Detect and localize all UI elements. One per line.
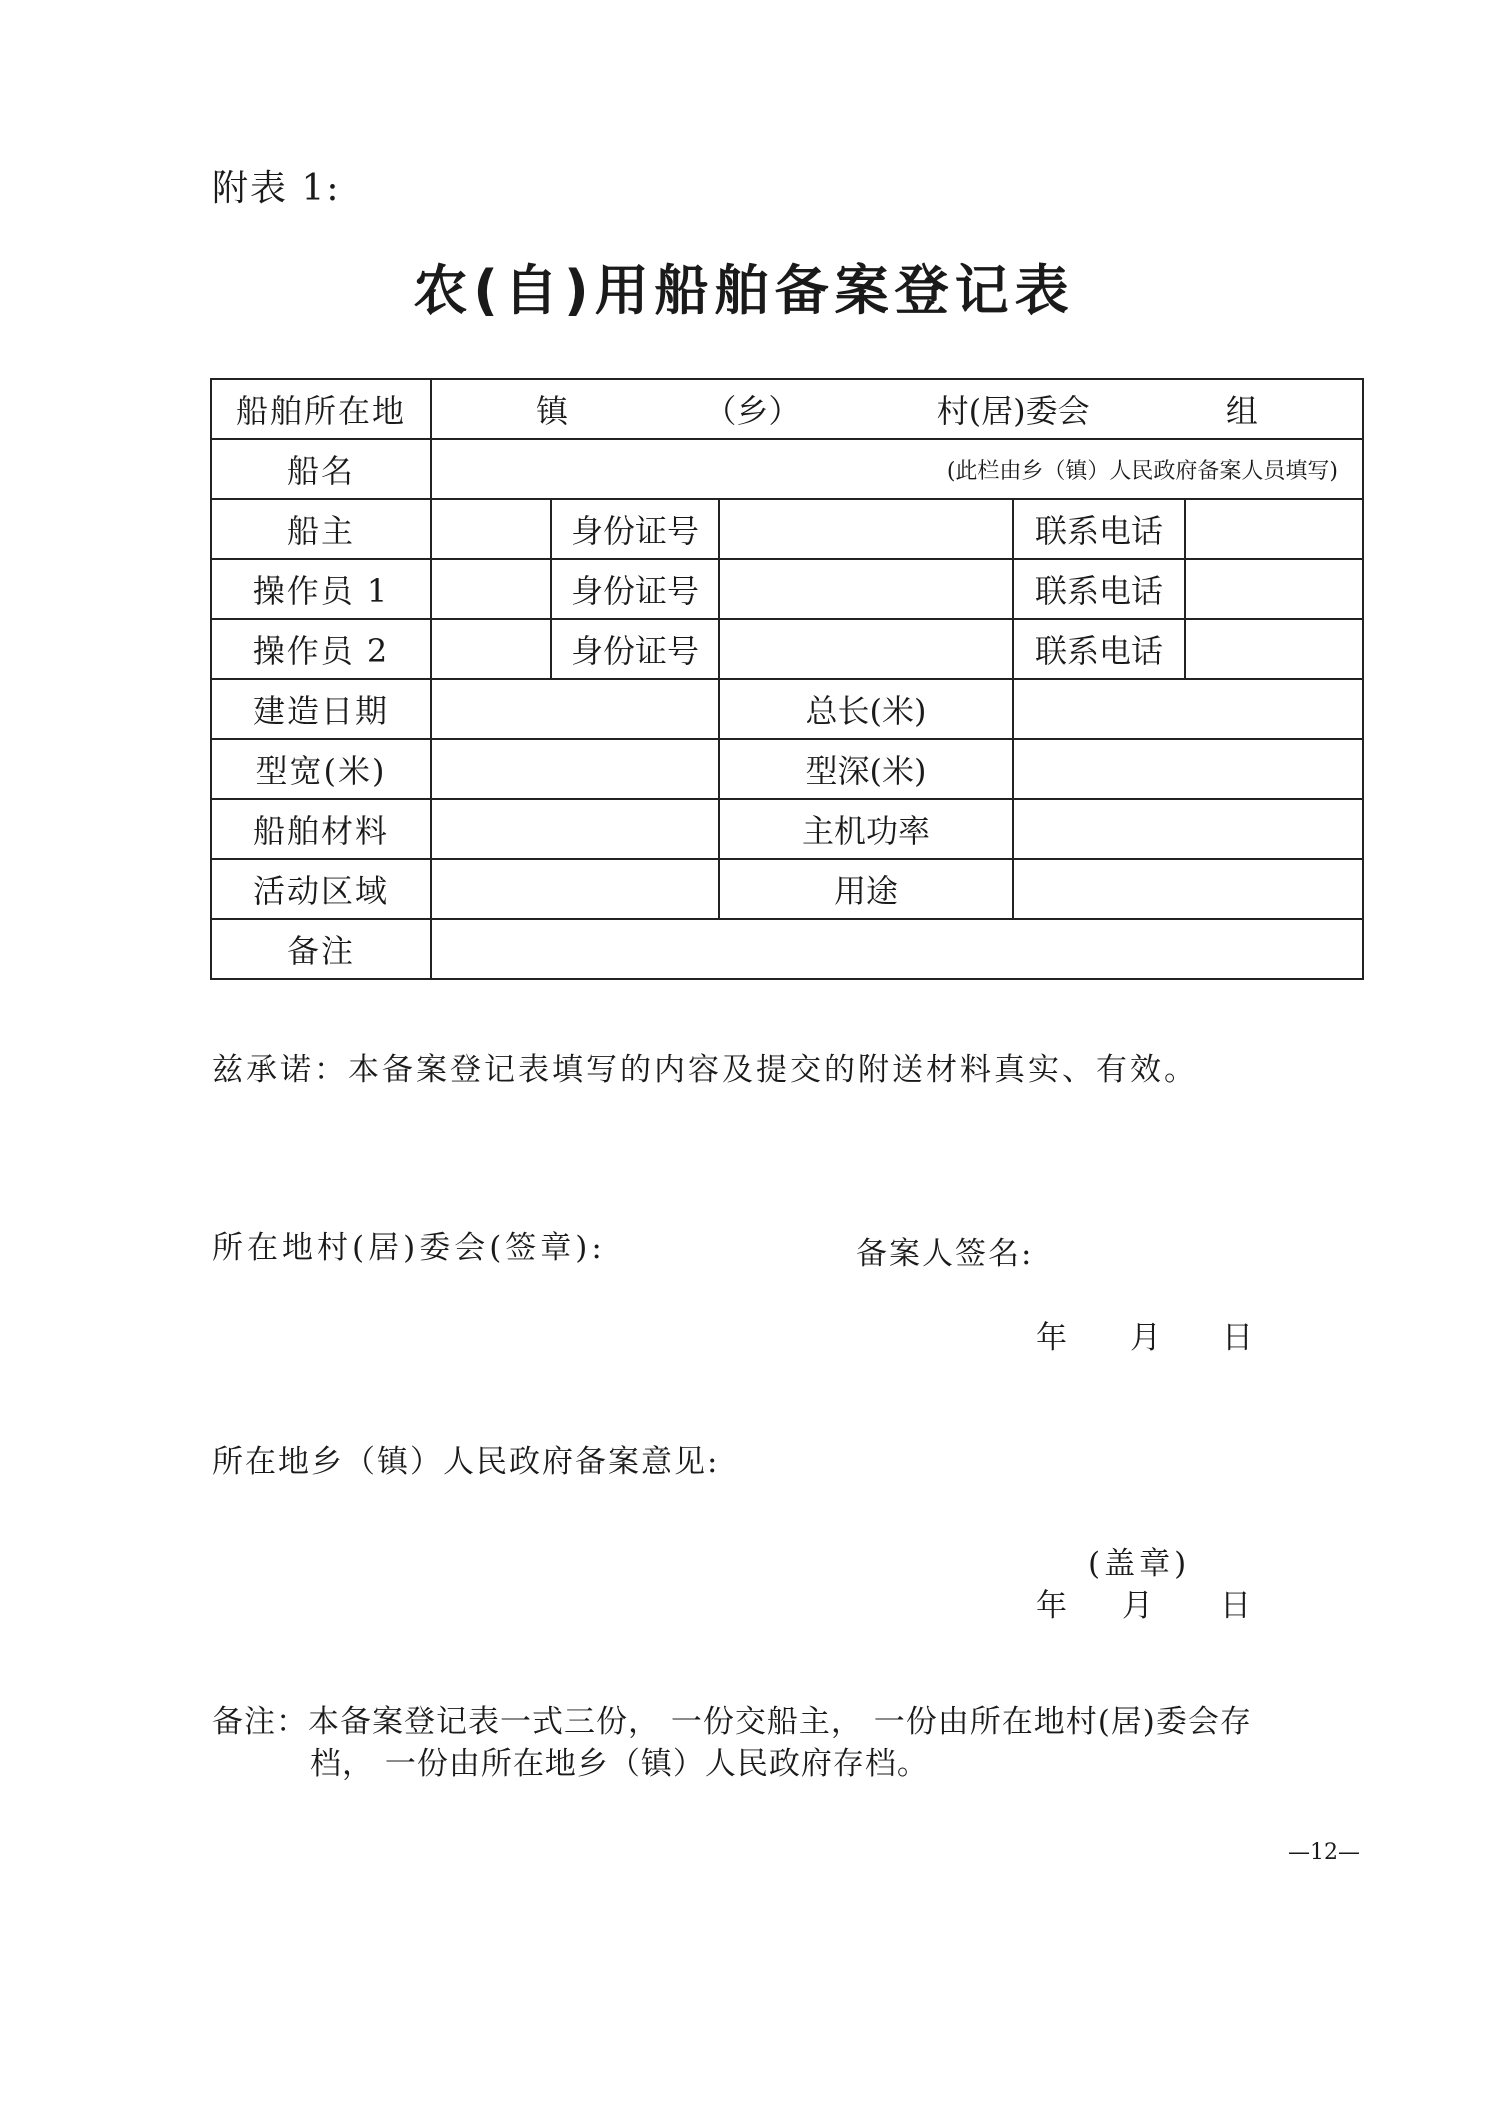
remark-line-1: 备注：本备案登记表一式三份， 一份交船主， 一份由所在地村(居)委会存	[212, 1704, 1252, 1740]
registration-table	[210, 378, 1364, 980]
usage-label: 用途	[719, 859, 1013, 919]
usage-field[interactable]	[1013, 859, 1363, 919]
remarks-label: 备注	[211, 919, 431, 979]
owner-label: 船主	[211, 499, 431, 559]
township-opinion-label: 所在地乡（镇）人民政府备案意见:	[212, 1444, 720, 1480]
form-title: 农(自)用船舶备案登记表	[413, 259, 1075, 322]
remarks-field[interactable]	[431, 919, 1363, 979]
appendix-label: 附表 1:	[212, 168, 341, 209]
location-township: （乡）	[704, 392, 801, 430]
operator1-id-field[interactable]	[719, 559, 1013, 619]
width-field[interactable]	[431, 739, 719, 799]
material-label: 船舶材料	[211, 799, 431, 859]
township-date-month: 月	[1122, 1588, 1153, 1624]
owner-id-label: 身份证号	[551, 499, 719, 559]
operator2-id-label: 身份证号	[551, 619, 719, 679]
owner-name-field[interactable]	[431, 499, 551, 559]
filer-signature-label: 备案人签名:	[856, 1236, 1034, 1272]
length-label: 总长(米)	[719, 679, 1013, 739]
operator1-phone-label: 联系电话	[1013, 559, 1185, 619]
filer-date-day: 日	[1222, 1320, 1253, 1356]
location-label: 船舶所在地	[211, 379, 431, 439]
operator1-label: 操作员 1	[211, 559, 431, 619]
remark-line-2: 档， 一份由所在地乡（镇）人民政府存档。	[310, 1746, 929, 1782]
owner-phone-field[interactable]	[1185, 499, 1363, 559]
filer-date-month: 月	[1130, 1320, 1161, 1356]
width-label: 型宽(米)	[211, 739, 431, 799]
ship-name-field[interactable]: (此栏由乡（镇）人民政府备案人员填写)	[431, 439, 1363, 499]
promise-statement: 兹承诺：本备案登记表填写的内容及提交的附送材料真实、有效。	[212, 1052, 1198, 1088]
filer-date-year: 年	[1036, 1320, 1067, 1356]
operator2-label: 操作员 2	[211, 619, 431, 679]
owner-id-field[interactable]	[719, 499, 1013, 559]
operator2-phone-label: 联系电话	[1013, 619, 1185, 679]
township-date-day: 日	[1220, 1588, 1251, 1624]
depth-field[interactable]	[1013, 739, 1363, 799]
area-label: 活动区域	[211, 859, 431, 919]
location-field[interactable]	[431, 379, 1363, 439]
location-town: 镇	[536, 392, 569, 430]
power-field[interactable]	[1013, 799, 1363, 859]
ship-name-label: 船名	[211, 439, 431, 499]
operator2-phone-field[interactable]	[1185, 619, 1363, 679]
operator1-name-field[interactable]	[431, 559, 551, 619]
location-village: 村(居)委会	[936, 392, 1090, 430]
location-group: 组	[1225, 392, 1258, 430]
operator1-id-label: 身份证号	[551, 559, 719, 619]
owner-phone-label: 联系电话	[1013, 499, 1185, 559]
length-field[interactable]	[1013, 679, 1363, 739]
power-label: 主机功率	[719, 799, 1013, 859]
build-date-field[interactable]	[431, 679, 719, 739]
build-date-label: 建造日期	[211, 679, 431, 739]
operator2-name-field[interactable]	[431, 619, 551, 679]
village-seal-label: 所在地村(居)委会(签章):	[212, 1230, 606, 1266]
township-date-year: 年	[1036, 1588, 1067, 1624]
page-number: —12—	[1288, 1840, 1360, 1865]
depth-label: 型深(米)	[719, 739, 1013, 799]
stamp-label: (盖章)	[1088, 1546, 1191, 1582]
area-field[interactable]	[431, 859, 719, 919]
operator1-phone-field[interactable]	[1185, 559, 1363, 619]
operator2-id-field[interactable]	[719, 619, 1013, 679]
material-field[interactable]	[431, 799, 719, 859]
